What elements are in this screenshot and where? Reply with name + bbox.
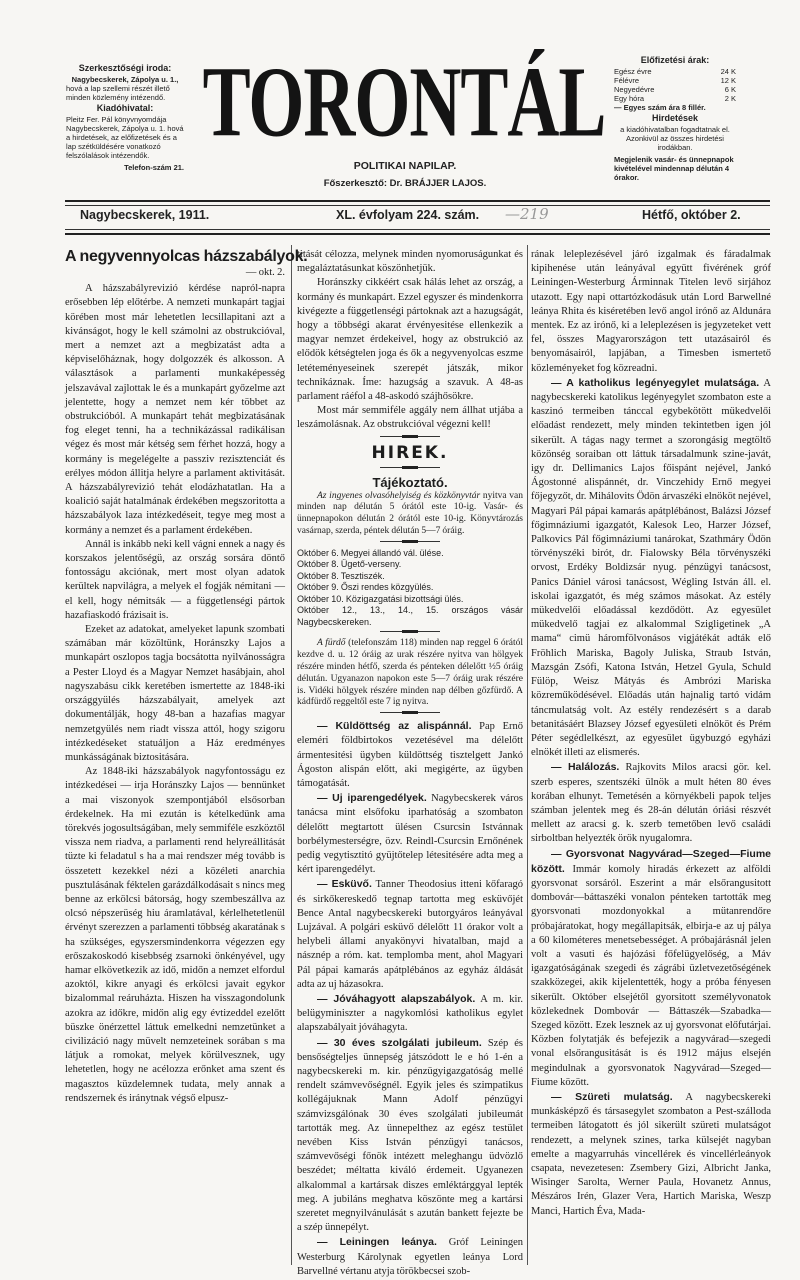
news-headline: — Jóváhagyott alapszabályok.: [317, 992, 476, 1005]
event-item: Október 12., 13., 14., 15. országos vásár Nagybecskereken.: [297, 605, 523, 627]
price-row: [614, 67, 736, 76]
article-dateline: — okt. 2.: [245, 267, 285, 278]
price-value: 6 K: [724, 85, 736, 94]
news-headline: — Uj iparengedélyek.: [317, 792, 427, 805]
phone-number: Telefon-szám 21.: [124, 163, 184, 172]
news-continuation: rának leleplezésével járó izgalmak és fáradalmak kipihenése után leányával együtt fivérének gróf Leiningen-Westerburg Árminnak Titelen levő sirjához utazott. Egy napi ottartózkodásuk után Lord Barwellné leánya Rhita és kiséretében levő angol irónő az Aldunára mentek. Ez az irónő, ki a leleplezésen is jegyzeteket vett fel, összes Magyarországon tett utazásairól és benyomásairól, lapjában, a Timesben ismertető közleményeket fog közreadni.: [531, 249, 771, 374]
news-item: [531, 1090, 771, 1219]
ornament-divider: [380, 631, 440, 635]
article-continuation: titását célozza, melynek minden nyomoruságunkat és megaláztatásunkat köszönhetjük.: [297, 249, 523, 275]
publication-schedule: Megjelenik vasár- és ünnepnapok kivételével mindennap délután 4 órakor.: [614, 155, 734, 182]
library-notice: [297, 491, 523, 538]
article-paragraph: Ezeket az adatokat, amelyeket lapunk szombati számában már közöltünk, Horánszky Lajos a munkapárt oszlopos tagja bocsátotta nyilvánosságra a Pester Lloyd és a Magyar Nemzet hasábjain, ahol nagyszabásu cikk keretében ismertette az 1848-iki országgyülés házszabályait, amelyek azt dokumentálják, hogy 48-ban a hazafias magyar nemzetgyülés nem riadt vissza attól, hogy szigoru intézkedéseket statuáljon a Ház eredményes munkásságának biztositására.: [65, 624, 285, 763]
price-label: Negyedévre: [614, 85, 655, 94]
info-subtitle: Tájékoztató.: [372, 474, 448, 490]
single-copy-price: — Egyes szám ára 8 fillér.: [614, 103, 706, 112]
event-item: Október 10. Közigazgatási bizottsági ülés.: [297, 593, 464, 604]
price-label: Félévre: [614, 76, 640, 85]
event-item: Október 8. Ügető-verseny.: [297, 559, 402, 570]
news-headline: — Halálozás.: [551, 761, 620, 774]
article-paragraph: Most már semmiféle aggály nem állhat utjába a leszámolásnak. Az obstrukcióval végezni kell!: [297, 405, 523, 431]
editorial-office-box: [66, 62, 184, 172]
article-paragraph: Az 1848-iki házszabályok nagyfontosságu ez intézkedései — irja Horánszky Lajos — bennünket a mai viszonyok szempontjából elsősorban érdekelnek. Ha mi ezután is kételkedünk ama törekvés jogosultságában, mely semmiféle eszköztől vissza nem riadva, a parlamenti rend helyreállitását tüzte ki feladatul s ha a mai rendszer még tovább is összetett kezekkel nézi a közéleti anarchia pusztulásának féktelen garázdálkodásait s nincs meg benne az erkölcsi bátorság, hogy szembeszállva az olcsó népszerüség hiu áramlatával, kérlelhetetlenül érvényt szerezzen a parlamenti többség akaratának s ha szükséges, egyszersmindenkorra végezzen egy erőszakoskodó kisebbség zsarnoki önkényével, ugy hamar elkövetkezik az idő, midőn a nemzet elfordul azoktól, kikre anyagi és erkölcsi javait egykor bizalommal reáruházta. Hiszen ha visszagondolunk azokra az időkre, midőn alig egy évtizeddel ezelőtt büszke önérzettel láttuk emelkedni nemzetünket a civilizáció nagy müvelt nemzeteinek sorában s ma látjuk a romokat, melyek körülvesznek, ugy lehetetlen, hogy ne acélozza erőnket ama szent és magasztos küzdelemnek tudata, mely annak a rendszernek és iránytnak végső elpusz-: [65, 766, 285, 1104]
article-paragraph: A házszabályrevizió kérdése napról-napra erősebben lép előtérbe. A nemzeti munkapárt tagjai körében most már lehetetlen lecsillapitani azt a kivánságot, hogy le kell számolni az obstrukcióval, mert a nemzet azt a megbizatást adta a képviselőháznak, hogy dolgozzék és alkosson. A választások a parlamenti munkaképesség jelszavával zajlottak le és a munkapárt győzelme azt jelentette, hogy a nemzet nem kér többet az obstrukcióból. A munkapárt tehát megbizatásának fog eleget tenni, ha a technikázással radikálisan végez és most már kétség sem férhet hozzá, hogy a kormány is megelégelte a passziv rezisztenciát és erélyes módon állitja helyre a parlament aktivitását. A házszabályrevizió tehát elodázhatatlan. Ha a koalició saját hatalmának érdekében megszoritotta a házszabályok laza intézkedéseit, tegye meg most a kormány a nemzet és a parlament érdekében.: [65, 283, 285, 536]
news-headline: — A katholikus legényegylet mulatsága.: [551, 376, 760, 389]
ornament-divider: [380, 541, 440, 545]
news-text: Szép és bensőségteljes ünnepség játszódott le e hó 1-én a nagybecskereki m. kir. pénzügyigazgatóság mellé rendelt számvevőségnél. Egyik jeles és szimpatikus kollégájuknak Mann Adolf pénzügyi számvizsgálónak 30 éves szolgálati jubileumát tartották meg. Az ünnepelthez az egész testület nevében Kiss István pénzügyi tanácsos, számvevőségi főnök intézett meleghangu üdvözlő beszédet; méltatta kiváló érdemeit. Ugyanezen alkalommal a kartársak diszes emléktárggyal lepték meg. A jubiláns meghatva köszönte meg a kartársi szeretet megnyilvánulását s azután bankett fejezte be a szép ünnepélyt.: [297, 1037, 524, 1234]
bath-text: (telefonszám 118) minden nap reggel 6 órától kezdve d. u. 12 óráig az urak részére nyitva van hölgyek részére minden hétfő, szerda és pénteken délelőtt ½5 óráig délután. Ugyanazon napokon este 5—7 óráig urak részére is. Vidéki hölgyek részére minden nap délben gőzfürdő. A kádfürdő reggeltől este 7 ig nyitva.: [297, 638, 523, 708]
publisher-text: Pleitz Fer. Pál könyvnyomdája Nagybecskerek, Zápolya u. 1. hová a hirdetések, az előfizetések és a lap szétküldésére vonatkozó felszólalások intézendők.: [66, 115, 184, 160]
header-rule-top: [65, 200, 770, 202]
handwritten-number: —219: [505, 205, 549, 223]
column-2: [297, 248, 523, 1279]
news-text: A nagybecskereki katolikus legényegylet szombaton este a kaszinó termeiben tánccal egybekötött mükedvelői előadást rendezett, mely minden tekintetben igen jól sikerült. A tágas nagy termet a szorongásig megtöltő közönség soraiban ott láttuk társadalmunk szine-javát, igy dr. Dellimanics Lajos főispánt nejével, Jankó Ágostonné alispánnét, dr. Vinczehidy Ernő megyei főjegyzőt, dr. Mihálovits Ödön árvaszéki elnököt nejével, Magyari Pál pápai kamarás apátplébánost, Balázsi József főgimnáziumi igazgatót, Kalesok Leo, Harzer József, Palkovics Pál főgimnáziumi tanárokat, Szathmáry Ödön törvényszéki birót, dr. Fialowsky Béla törvényszéki orvost, Erdéky Boldizsár nyug. pénzügyi tanácsost, Panics Dániel városi tanácsost, Wégling István áll. el. iskolai igazgatót, és még számos másokat. Az estély mükedvelői előadással kezdődött. Az egyesület mükedvelő tagjai ez alkalommal Szigligetinek „A mama“ cimü háromfölvonásos vigjátékát adták elő Fröhlich Mariska, Bagoly Juliska, Straub István, Mazsgán Zsófi, Katona István, Hetzel Gyula, Schuld Fülöp, Weisz Mátyás és Ambrózi Mariska közreműködésével. Előadás után hajnalig tartó vidám táncmulatság volt. Az estély rendezésért s a darab betanitásáért Blazsey József egyesületi elnököt és Prém Péter segédlelkészt, az egyesület ügybuzgó egyházi elnökét illeti az elismerés.: [531, 377, 771, 759]
event-item: Október 6. Megyei állandó vál. ülése.: [297, 547, 444, 558]
article-paragraph: Annál is inkább neki kell vágni ennek a nagy és korszakos jelentőségü, az ország sorsára döntő fontosságu akciónak, mert most olyan adatok kerültek napvilágra, a melyek el fogják némitani — el kell, hogy némitsák — a függetlenségi pártok hazafiaskodó frázisait is.: [65, 538, 285, 621]
price-value: 24 K: [720, 67, 736, 76]
news-item: [297, 791, 523, 877]
news-text: Rajkovits Milos aracsi gör. kel. szerb esperes, szentszéki ülnök a mult héten 80 éves korában elhunyt. Temetésén a környékbeli papok teljes számban jelentek meg és 28-án délután óriási részvét mellett az aracsi g. k. szerb temetőben levő családi sirboltban helyezték örök nyugalomra.: [531, 762, 771, 845]
news-headline: — Leiningen leánya.: [317, 1236, 437, 1249]
price-value: 12 K: [720, 76, 736, 85]
price-label: Egész évre: [614, 67, 652, 76]
ads-text: a kiadóhivatalban fogadtatnak el. Azonkivül az összes hirdetési irodákban.: [620, 125, 730, 152]
event-list: [297, 548, 523, 629]
editorial-office-heading: Szerkesztőségi iroda:: [78, 63, 172, 73]
price-row: [614, 76, 736, 85]
event-item: Október 9. Őszi rendes közgyülés.: [297, 582, 434, 593]
library-text: nyitva van minden nap délután 5 órától este 10-ig. Vasár- és ünnepnapokon délután 2 órától este 10-ig. Könyvtározás vasárnap, szerda, péntek délután 5—7 óráig.: [297, 490, 524, 537]
news-item: [297, 1235, 523, 1279]
news-text: A nagybecskereki munkásképző és társasegylet szombaton a Pest-szálloda termeiben látogatott és jól sikerült szüreti mulatságot rendezett, a melynek szines, tarka külsejét nagyban emelte a magyarruhás vincellérek és vincellérleányok csapata, nevezetesen: Zsembery Gizi, Albricht Janka, Wisinger Sarolta, Werner Paula, Hovanetz Annus, Mészáros Irén, Glazer Vera, Hartich Mariska, Weszp Manci, Hartich Éva, Mada-: [531, 1091, 771, 1217]
column-1: [65, 247, 308, 1106]
header-rule-bottom-thin: [65, 229, 770, 230]
news-text: Tanner Theodosius itteni kőfaragó és sirkőkereskedő tegnap tartotta meg esküvőjét Bence Antal nagybecskereki butorgyáros leányával Lujzával. A polgári esküvő délelőtt 11 órakor volt a helybeli állami anyakönyvi hivatalban, majd a násznép a róm. kat. templomba ment, ahol Magyari Pál pápai kamarás apátplébános az egyház áldását adta az uj házasokra.: [297, 879, 523, 990]
news-item: [297, 719, 523, 791]
news-headline: — Küldöttség az alispánnál.: [317, 720, 472, 733]
volume-issue: XL. évfolyam 224. szám.: [336, 208, 480, 222]
news-headline: — Szüreti mulatság.: [551, 1090, 673, 1103]
event-item: Október 8. Tesztiszék.: [297, 570, 385, 581]
news-headline: — Esküvő.: [317, 878, 372, 891]
column-divider: [291, 245, 292, 1265]
news-item: [297, 1036, 523, 1236]
price-value: 2 K: [724, 94, 736, 103]
publisher-heading: Kiadóhivatal:: [96, 103, 154, 113]
editorial-office-text: hová a lap szellemi részét illető minden közlemény intézendő.: [66, 84, 170, 102]
news-text: Immár komoly hiradás érkezett az alföldi gyorsvonat sorsáról. Eszerint a már elsőrangusitott dombovár—báttaszéki vonalon pénteken tartották meg gyorsvonati mozdonyokkal a mütanrendőre próbajáratokat, hogy megállapitsák, elbirja-e az uj pálya a 60 kilométeres menetsebességet. A próbajárásnál jelen volt a vasuti és hajózási főfelügyelőség, a Máv igazgatóságának szegedi és zágrábi üzletvezetőségének szakközegei, akik kijelentették, hogy a próba fényesen sikerült. Október elsejétől gyorsitott személyvonatok közlekednek Dombovár — Báttaszék—Szabadka—Szeged között. Ezek lesznek az uj gyorsvonat előfutárjai. Közben folytatják és befejezik a nagyvárad—szegedi vonal elsőrangusitását is és 1912 május elsején megindulnak a gyorsvonatok Nagyvárad—Szeged—Fiume között.: [531, 863, 771, 1088]
editorial-office-address: Nagybecskerek, Zápolya u. 1.,: [71, 75, 179, 84]
bath-notice: [297, 638, 523, 709]
price-row: [614, 94, 736, 103]
subscription-box: [614, 54, 736, 182]
news-item: [531, 376, 771, 760]
column-3: [531, 248, 771, 1219]
column-divider: [527, 245, 528, 1265]
issue-date: Hétfő, október 2.: [642, 208, 741, 222]
header-rule-top-thin: [65, 205, 770, 206]
news-item: [297, 992, 523, 1036]
editor-in-chief: Főszerkesztő: Dr. BRÁJJER LAJOS.: [323, 178, 487, 189]
news-text: Nagybecskerek város tanácsa mint elsőfoku iparhatóság a szombaton délelőtt megtartott ülésen Csurcsin Istvánnak borbélymesterségre, özv. Reindl-Csurcsin Ernőnének pedig vegytisztitó gyüjtőtelep létesitésére adta meg a kért iparengedélyt.: [297, 793, 524, 876]
news-section-title: HIREK.: [371, 442, 449, 463]
place-year: Nagybecskerek, 1911.: [80, 208, 210, 222]
library-lead: Az ingyenes olvasóhelyiség és közkönyvtár: [317, 490, 481, 501]
ornament-divider: [380, 712, 440, 716]
news-headline: — 30 éves szolgálati jubileum.: [317, 1036, 482, 1049]
ornament-divider: [380, 436, 440, 440]
news-text: Pap Ernő eleméri földbirtokos vezetésével ma délelőtt ármentesitési ügyben küldöttség tisztelgett Jankó Ágoston alispán előtt, aki megigérte, az ügyben támogatását.: [297, 721, 523, 789]
subtitle: POLITIKAI NAPILAP.: [353, 160, 457, 172]
ornament-divider: [380, 467, 440, 471]
price-label: Egy hóra: [614, 94, 645, 103]
price-row: [614, 85, 736, 94]
news-headline: — Gyorsvonat Nagyvárad—Szeged—Fiume között.: [531, 847, 771, 875]
article-title: A negyvennyolcas házszabályok.: [65, 248, 308, 265]
header-rule-bottom: [65, 233, 770, 235]
bath-lead: A fürdő: [317, 638, 346, 649]
article-paragraph: Horánszky cikkéért csak hálás lehet az ország, a kormány és munkapárt. Ezzel egyszer és mindenkorra kivégezte a függetlenségi pártoknak azt a hazugságát, hogy a többségi akarat érvényesitése ellenkezik a magyar nemzet érdekeivel, hogy az obstrukció az elődök kétségtelen joga és ők a negyvenyolcas eszme letéteményeseinek szerepét játszák, mikor technikáznak. Íme: hazugság a szavuk. A 48-as parlament ráéfol a 48-askodó szájhősökre.: [297, 277, 523, 403]
news-item: [531, 847, 771, 1090]
ads-heading: Hirdetések: [651, 113, 699, 123]
subscription-heading: Előfizetési árak:: [640, 55, 710, 65]
news-item: [531, 760, 771, 846]
news-item: [297, 877, 523, 992]
news-text: Gróf Leiningen Westerburg Károlynak egyetlen leánya Lord Barvellné vértanu atyja törökbecsei szob-: [297, 1237, 523, 1277]
news-text: A m. kir. belügyminiszter a nagykomlósi katholikus egylet alapszabályait jóváhagyta.: [297, 993, 524, 1034]
masthead-logo: TORONTÁL: [202, 46, 606, 159]
